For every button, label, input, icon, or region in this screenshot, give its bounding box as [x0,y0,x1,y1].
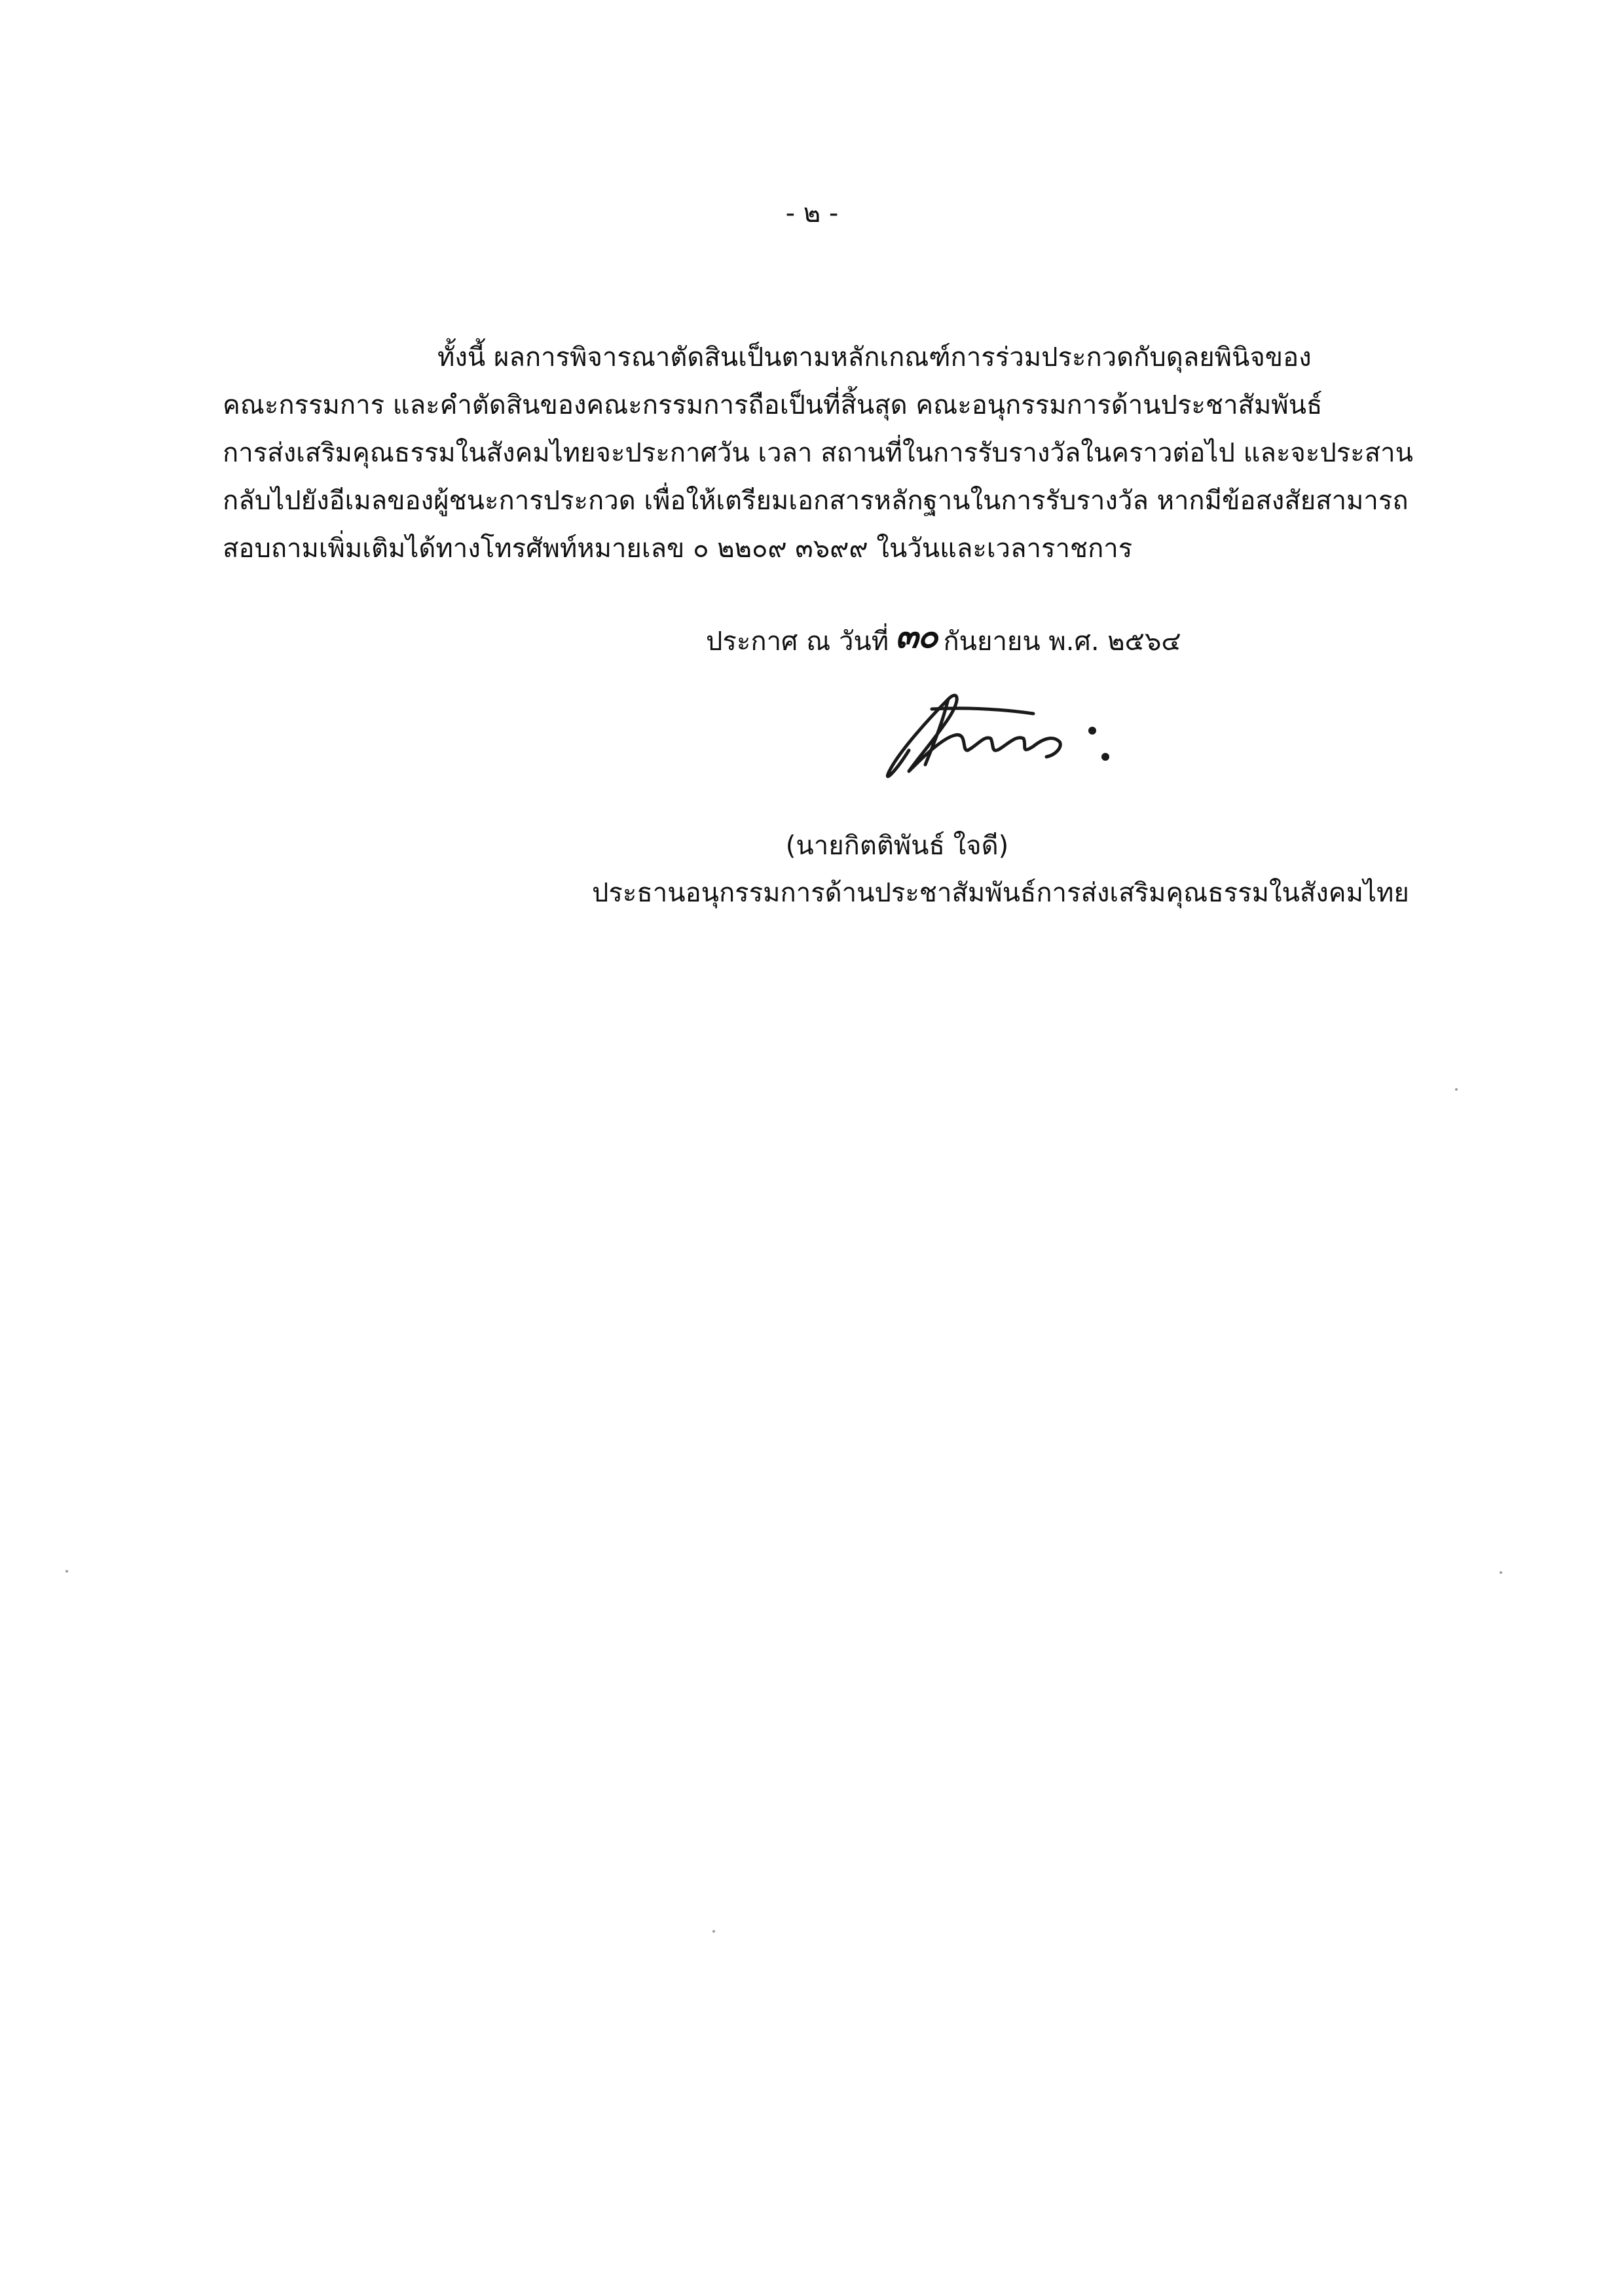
announcement-prefix: ประกาศ ณ วันที่ [706,627,889,657]
signature-image [870,673,1145,791]
body-line-4: กลับไปยังอีเมลของผู้ชนะการประกวด เพื่อให้เตรียมเอกสารหลักฐานในการรับรางวัล หากมีข้อสงสัยสามารถ [223,486,1409,516]
page-number: - ๒ - [785,198,839,228]
scan-speck [1455,1088,1458,1091]
scan-speck [65,1570,68,1573]
announcement-date [706,616,1181,661]
scan-speck [712,1930,715,1933]
handwritten-day: ๓๐ [895,616,937,656]
body-paragraph [223,334,1493,573]
signer-title: ประธานอนุกรรมการด้านประชาสัมพันธ์การส่งเสริมคุณธรรมในสังคมไทย [592,878,1409,908]
signer-name: (นายกิตติพันธ์ ใจดี) [785,831,1009,861]
body-line-2: คณะกรรมการ และคำตัดสินของคณะกรรมการถือเป็นที่สิ้นสุด คณะอนุกรรมการด้านประชาสัมพันธ์ [223,390,1323,420]
scan-speck [1500,1571,1502,1574]
body-line-1: ทั้งนี้ ผลการพิจารณาตัดสินเป็นตามหลักเกณฑ์การร่วมประกวดกับดุลยพินิจของ [437,342,1312,373]
announcement-month-year: กันยายน พ.ศ. ๒๕๖๔ [943,627,1181,657]
body-line-5: สอบถามเพิ่มเติมได้ทางโทรศัพท์หมายเลข ๐ ๒๒๐๙ ๓๖๙๙ ในวันและเวลาราชการ [223,534,1133,564]
body-line-3: การส่งเสริมคุณธรรมในสังคมไทยจะประกาศวัน เวลา สถานที่ในการรับรางวัลในคราวต่อไป และจะประสาน [223,438,1413,468]
